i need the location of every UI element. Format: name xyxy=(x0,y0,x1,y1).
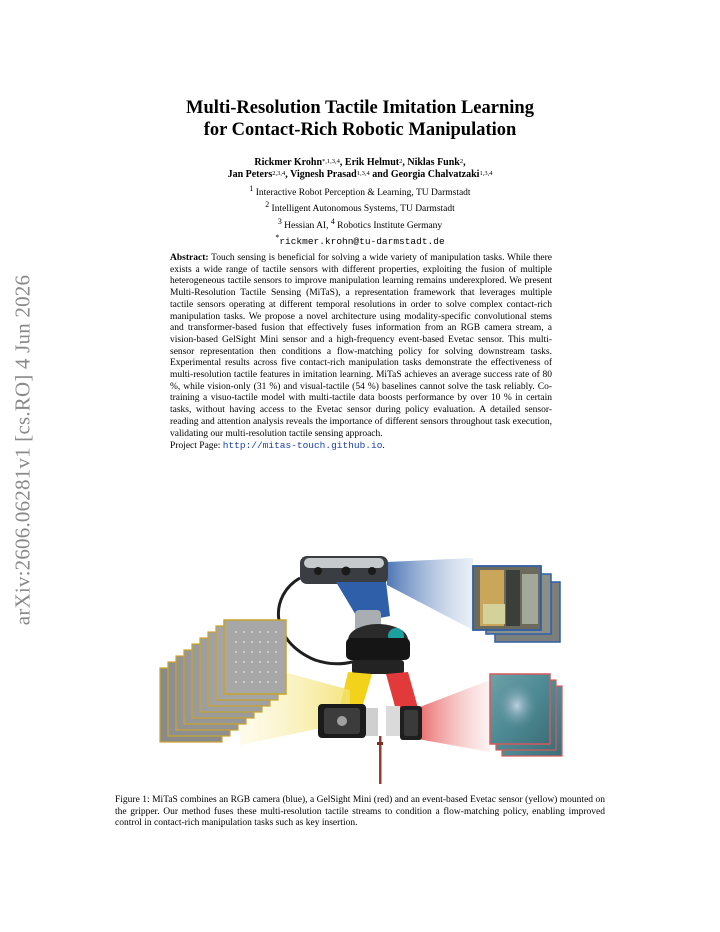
camera-image-stack xyxy=(473,566,560,642)
title-line-1: Multi-Resolution Tactile Imitation Learning xyxy=(186,98,534,118)
project-page-link[interactable]: http://mitas-touch.github.io xyxy=(222,440,383,452)
camera-projection-beam xyxy=(387,558,473,630)
gelsight-finger-mount xyxy=(386,672,418,710)
gelsight-projection-beam xyxy=(412,680,490,752)
rgb-camera xyxy=(300,556,388,584)
author-affil: *,1,3,4 xyxy=(322,158,340,165)
figure-caption: Figure 1: MiTaS combines an RGB camera (blue), a GelSight Mini (red) and an event-based Evetac sensor (yellow) mounted on the gripper. Our method fuses these multi-resolution tactile streams to condition a flow-matching policy, enabling improved control in contact-rich manipulation tasks such as key insertion. xyxy=(115,795,605,828)
abstract-label: Abstract: xyxy=(170,253,209,263)
contact-email: *rickmer.krohn@tu-darmstadt.de xyxy=(275,233,445,248)
paper-title xyxy=(110,97,610,141)
author-name: Niklas Funk xyxy=(407,157,460,168)
author-line-1: Rickmer Krohn$^{*,1,3,4}$, Erik Helmut$^2$, Niklas Funk$^2$, xyxy=(254,157,466,168)
author-name: Georgia Chalvatzaki xyxy=(390,169,480,180)
author-conjunction: and xyxy=(372,169,389,180)
abstract-text: Touch sensing is beneficial for solving a wide variety of manipulation tasks. While there exists a wide range of tactile sensors with different properties, exploiting the fusion of multiple heterogeneous tactile sensors to improve manipulation learning remains underexplored. We present Multi-Resolution Tactile Sensing (MiTaS), a representation framework that leverages multiple tactile sensors operating at different temporal resolutions in order to solve complex contact-rich manipulation tasks. We propose a novel architecture using modality-specific convolutional stems and transformer-based fusion that effectively fuses information from an RGB camera stream, a vision-based GelSight Mini sensor and a high-frequency event-based Evetac sensor. This multi-sensor representation then conditions a flow-matching policy for solving downstream tasks. Experimental results across five contact-rich manipulation tasks demonstrate the effectiveness of multi-resolution tactile features in imitation learning. MiTaS achieves an average success rate of 80 %, while vision-only (31 %) and visual-tactile (54 %) baselines cannot solve the task reliably. Co-training a visuo-tactile model with multi-tactile data boosts performance by over 10 % in certain tasks, without having access to the Evetac sensor during policy evaluation. A detailed sensor-reading and attention analysis reveals the importance of different sensors throughout task execution, validating our multi-resolution tactile sensing approach. xyxy=(170,253,552,439)
robot-wrist xyxy=(346,610,410,674)
arxiv-identifier: arXiv:2606.06281v1 [cs.RO] 4 Jun 2026 xyxy=(10,274,35,626)
affiliation-1: $^1$ Interactive Robot Perception & Learning, TU Darmstadt xyxy=(249,184,471,199)
abstract xyxy=(170,253,552,453)
author-affil: 2 xyxy=(399,158,403,165)
project-label: Project Page: xyxy=(170,441,221,452)
figure-1-illustration xyxy=(150,540,570,790)
author-line-2: Jan Peters$^{2,3,4}$, Vignesh Prasad$^{1,3,4}$ and Georgia Chalvatzaki$^{1,3,4}$ xyxy=(227,169,493,180)
author-name: Jan Peters xyxy=(227,169,273,180)
gelsight-sensor xyxy=(386,706,422,740)
author-list xyxy=(110,157,610,181)
affiliation-3-4: $^3$ Hessian AI, $^4$ Robotics Institute Germany xyxy=(277,216,443,231)
author-name: Erik Helmut xyxy=(344,157,400,168)
affiliations xyxy=(110,183,610,248)
gelsight-image-stack xyxy=(490,674,562,756)
arxiv-sidebar xyxy=(3,240,43,660)
title-line-2: for Contact-Rich Robotic Manipulation xyxy=(203,120,517,140)
author-name: Rickmer Krohn xyxy=(254,157,323,168)
author-affil: 1,3,4 xyxy=(479,170,493,177)
evetac-sensor xyxy=(318,704,378,738)
affiliation-2: $^2$ Intelligent Autonomous Systems, TU Darmstadt xyxy=(265,200,455,215)
author-affil: 1,3,4 xyxy=(356,170,370,177)
author-affil: 2 xyxy=(459,158,464,165)
author-affil: 2,3,4 xyxy=(272,170,286,177)
project-page: Project Page: http://mitas-touch.github.io. xyxy=(170,440,385,452)
author-name: Vignesh Prasad xyxy=(290,169,357,180)
